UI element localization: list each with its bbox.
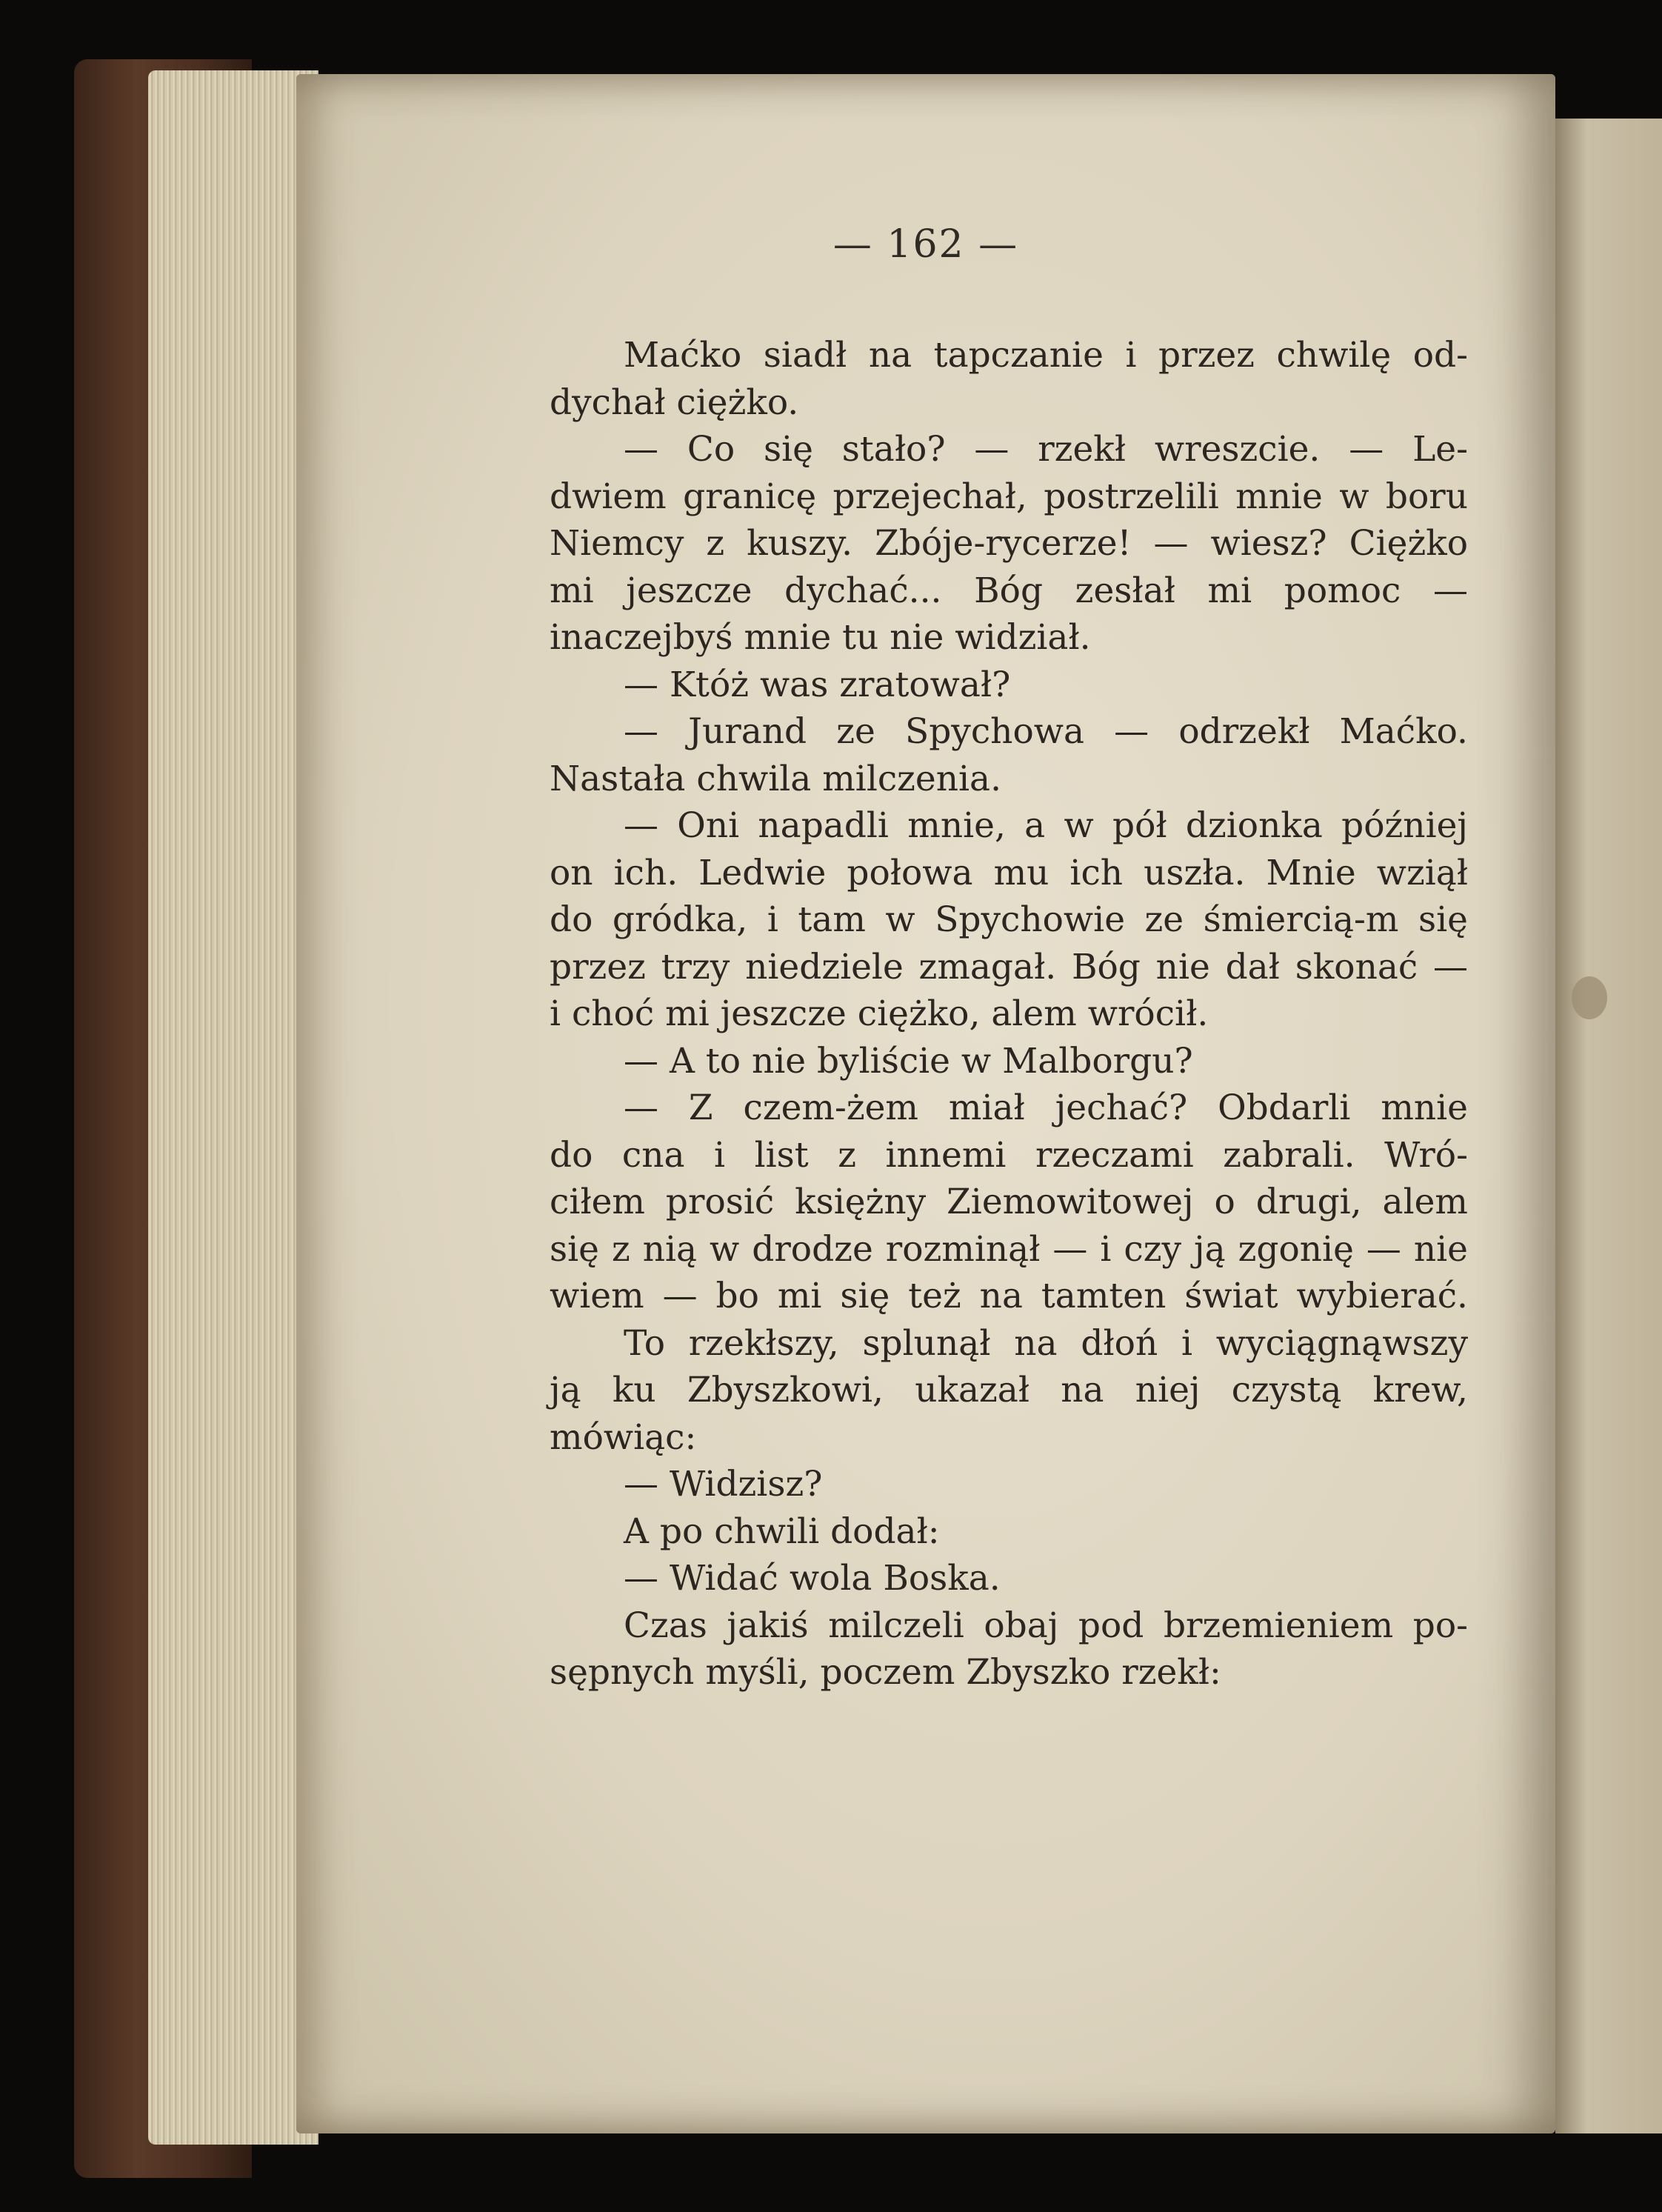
text-line: Niemcy z kuszy. Zbóje-rycerze! — wiesz? Ciężko [550, 523, 1468, 564]
text-line: — Widzisz? [624, 1464, 823, 1505]
text-line: wiem — bo mi się też na tamten świat wybierać. [550, 1276, 1468, 1316]
text-line: — Widać wola Boska. [624, 1558, 1001, 1599]
text-line: Nastała chwila milczenia. [550, 758, 1002, 799]
text-line: do gródka, i tam w Spychowie ze śmiercią-m się [550, 899, 1468, 940]
text-line: — A to nie byliście w Malborgu? [624, 1040, 1193, 1082]
text-line: — Oni napadli mnie, a w pół dzionka później [624, 805, 1468, 846]
text-line: — Jurand ze Spychowa — odrzekł Maćko. [624, 711, 1468, 752]
text-line: sępnych myśli, poczem Zbyszko rzekł: [550, 1652, 1221, 1693]
text-line: Maćko siadł na tapczanie i przez chwilę od- [624, 335, 1468, 376]
text-line: ciłem prosić księżny Ziemowitowej o drugi, alem [550, 1182, 1468, 1222]
text-line: ją ku Zbyszkowi, ukazał na niej czystą krew, [550, 1370, 1468, 1410]
text-line: dwiem granicę przejechał, postrzelili mnie w boru [550, 476, 1468, 517]
page-stain [1572, 976, 1607, 1019]
page-body-text [550, 332, 1468, 1696]
text-line: i choć mi jeszcze ciężko, alem wrócił. [550, 993, 1209, 1034]
page-number: — 162 — [832, 222, 1019, 267]
text-line: A po chwili dodał: [624, 1510, 940, 1552]
text-line: mówiąc: [550, 1416, 697, 1458]
facing-page-edge [1555, 119, 1662, 2133]
text-line: mi jeszcze dychać... Bóg zesłał mi pomoc — [550, 570, 1468, 611]
text-line: — Z czem-żem miał jechać? Obdarli mnie [624, 1087, 1468, 1128]
text-line: przez trzy niedziele zmagał. Bóg nie dał skonać — [550, 946, 1468, 987]
text-line: się z nią w drodze rozminął — i czy ją zgonię — nie [550, 1228, 1468, 1270]
text-line: — Co się stało? — rzekł wreszcie. — Le- [624, 429, 1468, 470]
text-line: dychał ciężko. [550, 382, 799, 423]
text-line: Czas jakiś milczeli obaj pod brzemieniem po- [624, 1605, 1468, 1646]
text-line: do cna i list z innemi rzeczami zabrali. Wró- [550, 1134, 1468, 1176]
page-edges [148, 70, 318, 2145]
text-line: inaczejbyś mnie tu nie widział. [550, 617, 1091, 658]
text-line: on ich. Ledwie połowa mu ich uszła. Mnie wziął [550, 852, 1468, 893]
text-line: — Któż was zratował? [624, 664, 1011, 705]
text-line: To rzekłszy, splunął na dłoń i wyciągnąwszy [624, 1322, 1468, 1364]
